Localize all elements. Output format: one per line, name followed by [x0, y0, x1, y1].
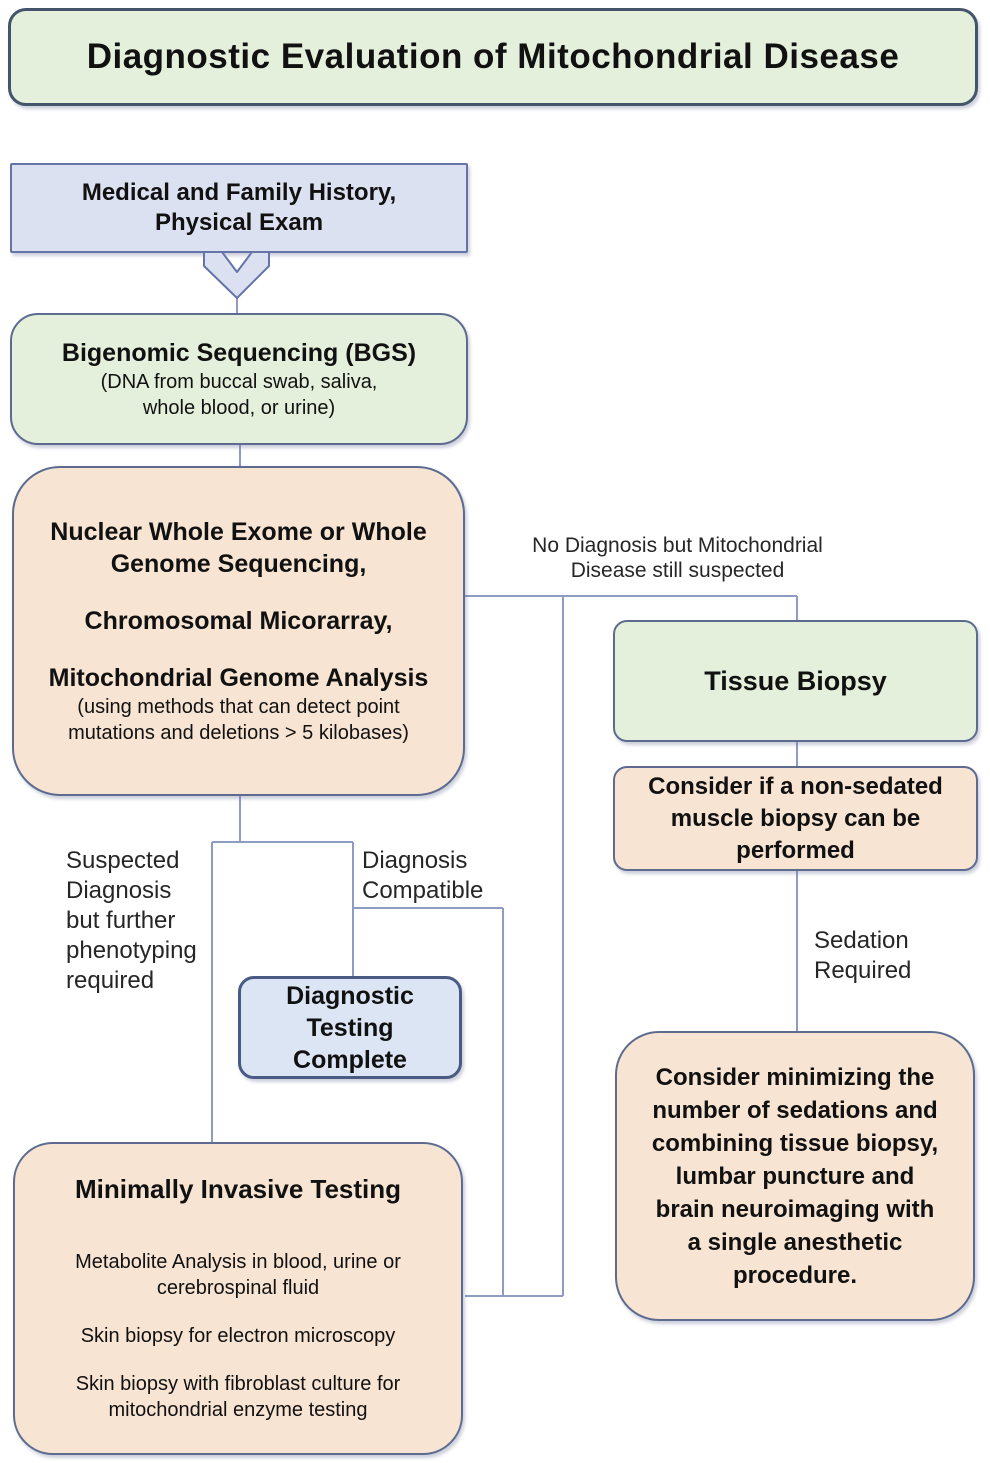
node-text-line: mitochondrial enzyme testing [108, 1399, 368, 1421]
node-text-line: cerebrospinal fluid [156, 1277, 320, 1299]
diagram-title-box [8, 8, 978, 106]
node-text-line: Testing [306, 1013, 394, 1042]
edge-label-line: Sedation [814, 927, 909, 954]
node-text-line: brain neuroimaging with [655, 1195, 935, 1223]
list-item [76, 1371, 401, 1423]
edge-label-line: required [66, 967, 155, 994]
edge-label-line: Required [814, 957, 912, 984]
node-text-line: lumbar puncture and [675, 1162, 915, 1190]
node-text-line: Genome Sequencing, [110, 550, 367, 578]
edge-label-suspected-diagnosis [66, 846, 197, 996]
node-text-line: number of sedations and [652, 1096, 938, 1124]
edge-label-line: Diagnosis [362, 847, 468, 874]
node-text-line: muscle biopsy can be [670, 804, 921, 832]
edge-label-no-diagnosis [530, 533, 825, 583]
node-text-line: Consider minimizing the [655, 1063, 935, 1091]
node-text-line: Medical and Family History, [81, 179, 397, 206]
node-title: Tissue Biopsy [704, 665, 887, 696]
list-item [75, 1249, 401, 1301]
node-text-line: Nuclear Whole Exome or Whole [50, 518, 427, 546]
minimally-invasive-testing-node [13, 1142, 463, 1455]
node-text-line: mutations and deletions > 5 kilobases) [68, 722, 409, 744]
minimize-sedations-node [615, 1031, 975, 1321]
medical-history-node [10, 163, 468, 253]
edge-label-line: Disease still suspected [570, 559, 785, 582]
edge-label-line: phenotyping [66, 937, 197, 964]
node-text-line: Chromosomal Micorarray, [84, 607, 393, 635]
node-text-line: Skin biopsy with fibroblast culture for [75, 1373, 401, 1395]
edge-label-diagnosis-compatible [362, 846, 483, 906]
node-text-line: whole blood, or urine) [142, 396, 336, 419]
node-title: Bigenomic Sequencing (BGS) [61, 338, 417, 367]
edge-label-line: Diagnosis [66, 877, 172, 904]
bigenomic-sequencing-node [10, 313, 468, 445]
node-title: Minimally Invasive Testing [74, 1174, 402, 1204]
non-sedated-biopsy-node [613, 766, 978, 871]
node-text-line: Consider if a non-sedated [648, 772, 943, 800]
genetic-testing-node [12, 466, 465, 796]
edge-label-sedation-required [814, 926, 911, 986]
node-text-line: Complete [293, 1045, 407, 1074]
node-text-line: Skin biopsy for electron microscopy [80, 1325, 396, 1347]
node-text-line: (DNA from buccal swab, saliva, [100, 370, 378, 393]
node-text-line: performed [736, 836, 855, 864]
diagram-title: Diagnostic Evaluation of Mitochondrial Disease [86, 37, 900, 76]
node-text-line: combining tissue biopsy, [651, 1129, 939, 1157]
node-text-line: (using methods that can detect point [77, 696, 400, 718]
node-text-line: Mitochondrial Genome Analysis [48, 664, 429, 692]
edge-label-line: Compatible [362, 877, 484, 904]
node-text-line: Diagnostic [286, 981, 414, 1010]
node-text-line: Physical Exam [154, 209, 324, 236]
edge-label-line: but further [66, 907, 176, 934]
node-text-line: a single anesthetic [687, 1228, 903, 1256]
edge-label-line: No Diagnosis but Mitochondrial [532, 534, 823, 557]
node-text-line: Metabolite Analysis in blood, urine or [75, 1251, 401, 1273]
node-text-line: procedure. [732, 1261, 858, 1289]
edge-label-line: Suspected [66, 847, 180, 874]
list-item [81, 1323, 396, 1349]
tissue-biopsy-node [613, 620, 978, 742]
diagnostic-testing-complete-node [238, 976, 462, 1079]
